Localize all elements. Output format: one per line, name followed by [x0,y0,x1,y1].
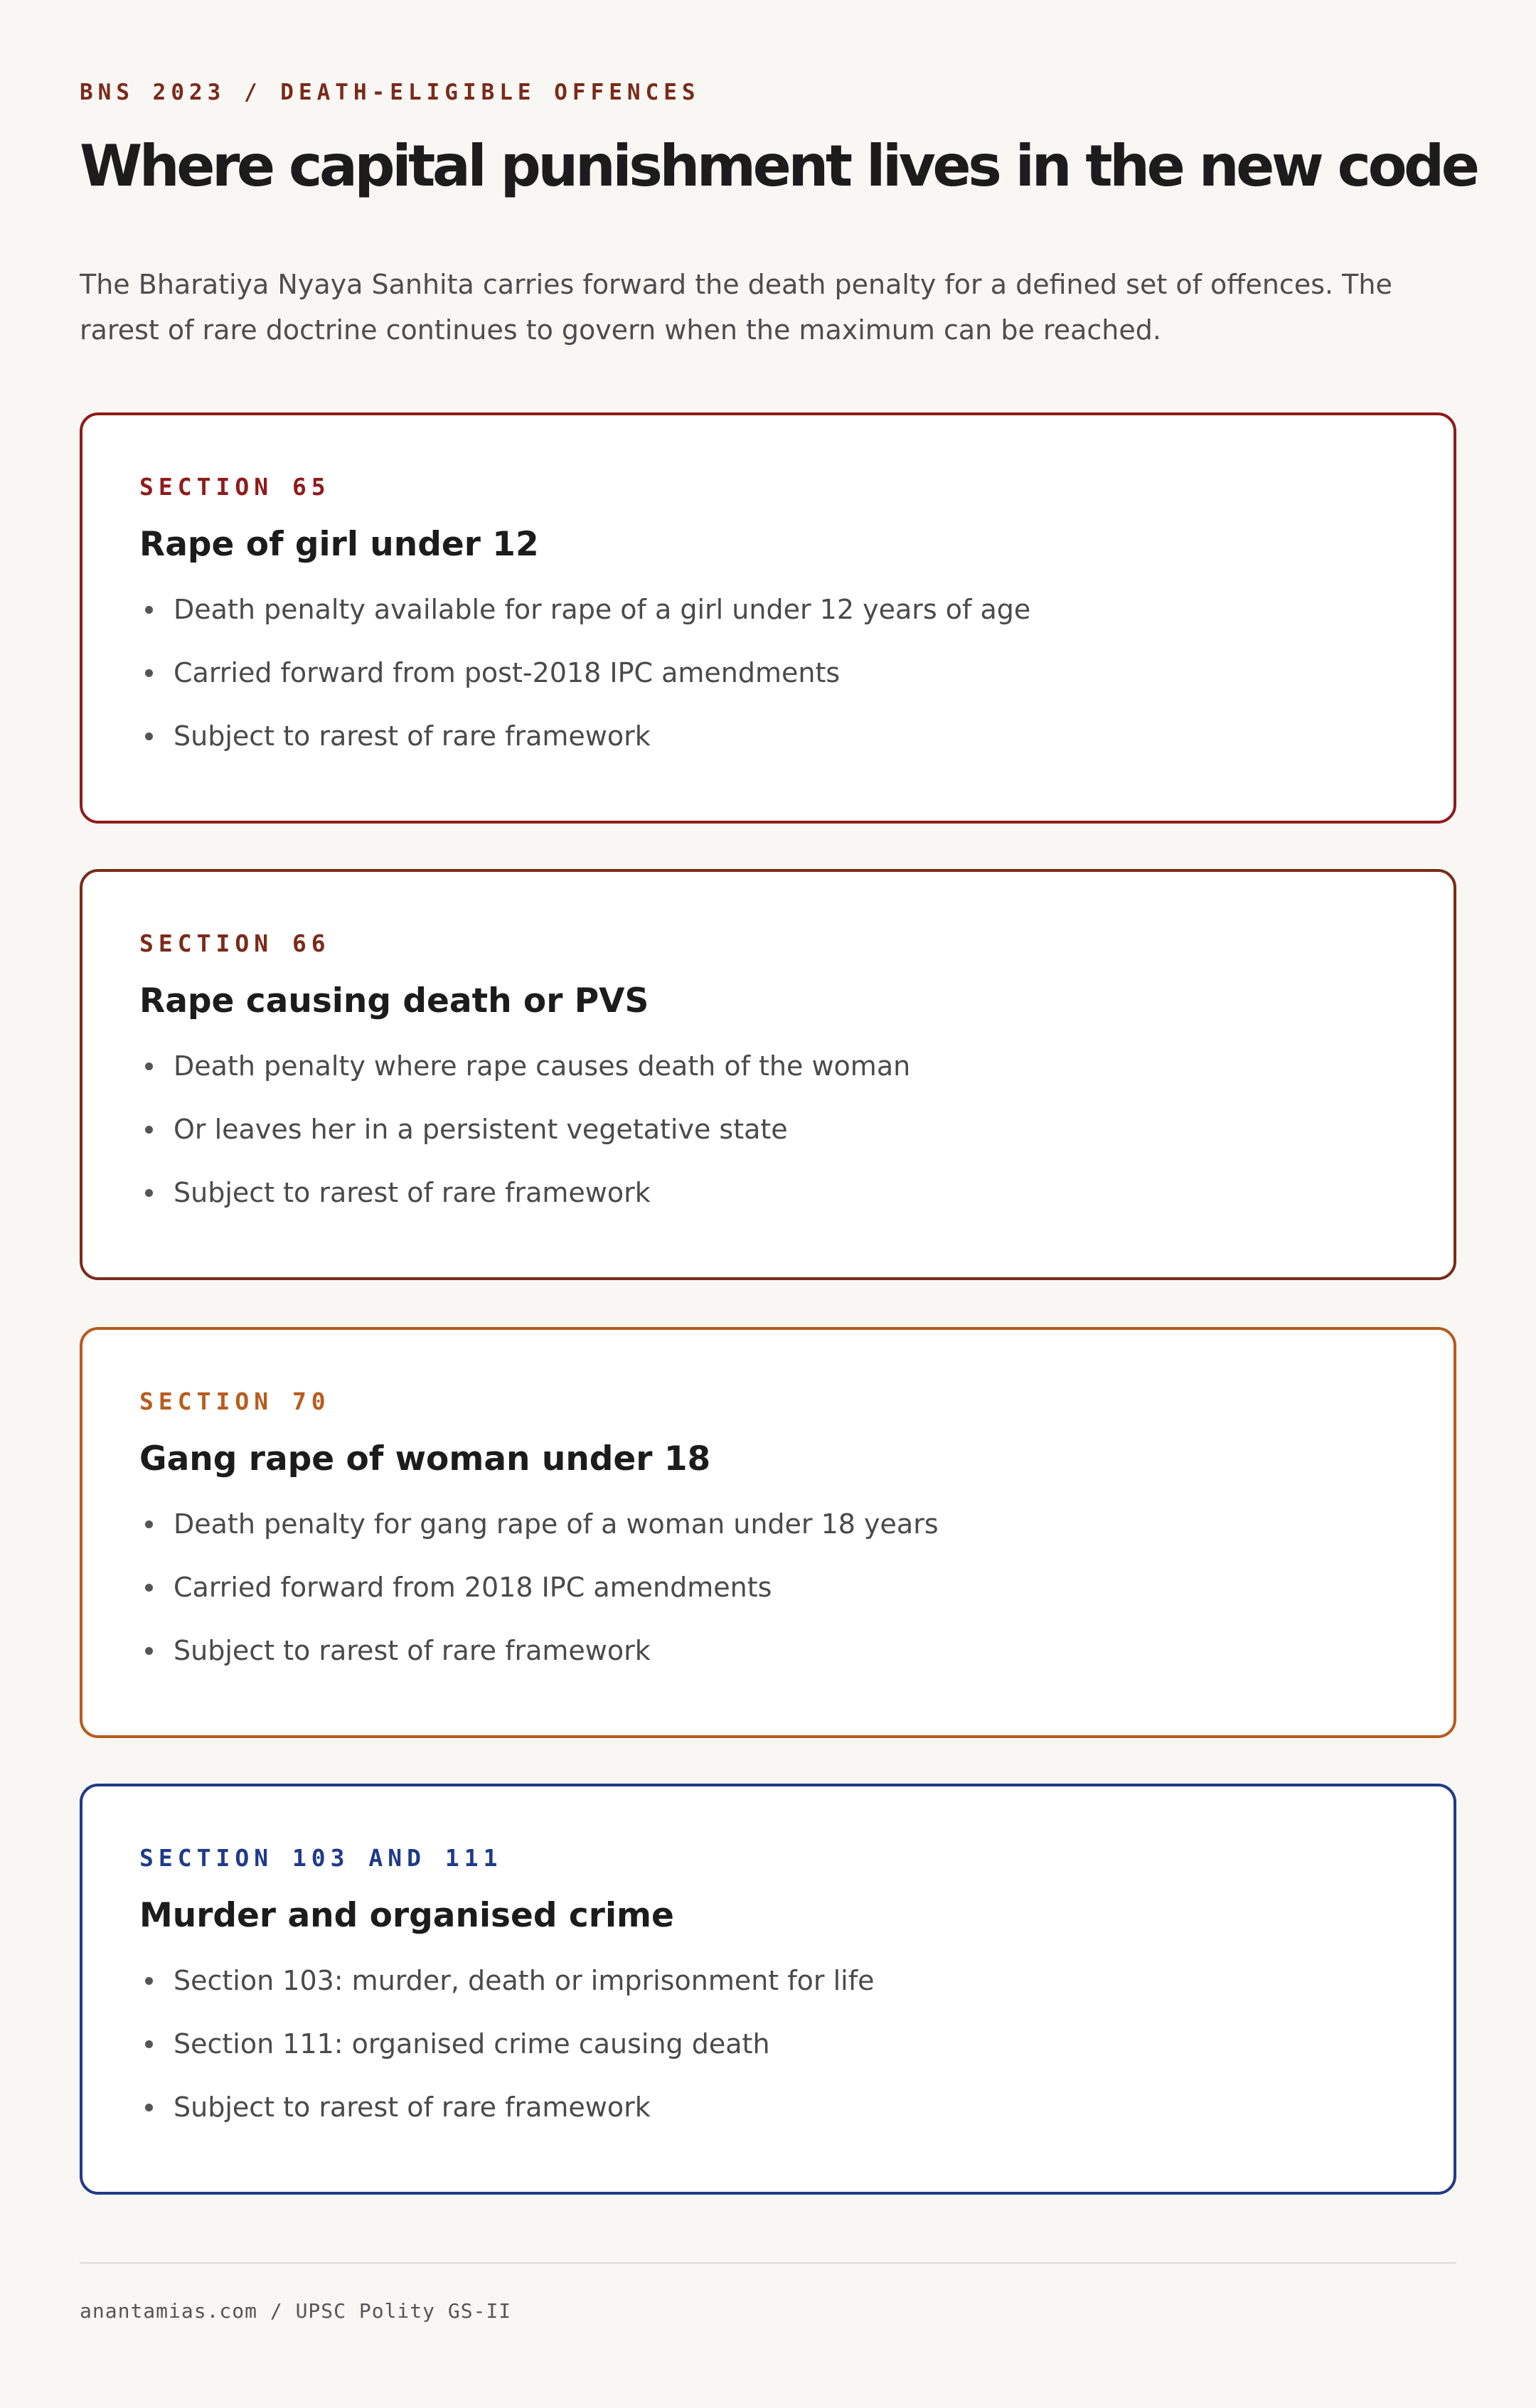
point-text: Or leaves her in a persistent vegetative state [174,1114,788,1145]
footer-divider [80,2262,1456,2264]
list-item [139,1963,874,2026]
card-section-65 [80,412,1456,824]
bullet-icon [145,1062,153,1070]
point-text: Death penalty available for rape of a girl under 12 years of age [174,594,1031,625]
card-heading: Rape of girl under 12 [139,525,539,564]
card-section-66 [80,869,1456,1280]
point-text: Subject to rarest of rare framework [174,720,651,752]
point-text: Carried forward from 2018 IPC amendments [174,1572,772,1603]
list-item [139,1048,910,1112]
list-item [139,1506,939,1570]
footer-credit: anantamias.com / UPSC Polity GS-II [80,2299,512,2323]
list-item [139,1633,939,1696]
card-label: SECTION 65 [139,473,331,501]
card-label: SECTION 70 [139,1387,331,1415]
bullet-icon [145,2104,153,2111]
card-points [139,1048,910,1238]
bullet-icon [145,669,153,677]
card-label: SECTION 103 AND 111 [139,1844,503,1872]
list-item [139,1112,910,1175]
list-item [139,1175,910,1238]
card-heading: Murder and organised crime [139,1896,674,1935]
card-points [139,1963,874,2153]
bullet-icon [145,1584,153,1592]
point-text: Death penalty where rape causes death of the woman [174,1050,911,1082]
intro-paragraph: The Bharatiya Nyaya Sanhita carries forward the death penalty for a defined set of offences. The rarest of rare doctrine continues to govern when the maximum can be reached. [80,269,1392,346]
point-text: Subject to rarest of rare framework [174,2092,651,2123]
bullet-icon [145,606,153,614]
list-item [139,1570,939,1633]
bullet-icon [145,1189,153,1197]
point-text: Death penalty for gang rape of a woman under 18 years [174,1508,939,1540]
card-heading: Gang rape of woman under 18 [139,1439,711,1479]
card-section-70 [80,1327,1456,1738]
bullet-icon [145,1126,153,1134]
bullet-icon [145,1977,153,1985]
list-item [139,718,1030,782]
list-item [139,2026,874,2089]
point-text: Subject to rarest of rare framework [174,1635,651,1666]
page-title: Where capital punishment lives in the new code [80,133,1477,199]
bullet-icon [145,2040,153,2048]
bullet-icon [145,732,153,740]
point-text: Subject to rarest of rare framework [174,1177,651,1208]
list-item [139,2089,874,2153]
card-points [139,592,1030,782]
card-heading: Rape causing death or PVS [139,981,649,1021]
point-text: Carried forward from post-2018 IPC amendments [174,657,841,688]
card-points [139,1506,939,1696]
eyebrow: BNS 2023 / DEATH-ELIGIBLE OFFENCES [80,80,700,105]
point-text: Section 103: murder, death or imprisonment for life [174,1965,875,1996]
card-label: SECTION 66 [139,929,331,957]
list-item [139,592,1030,655]
card-section-103-and-111 [80,1784,1456,2195]
point-text: Section 111: organised crime causing death [174,2028,770,2060]
bullet-icon [145,1520,153,1528]
bullet-icon [145,1647,153,1655]
list-item [139,655,1030,718]
